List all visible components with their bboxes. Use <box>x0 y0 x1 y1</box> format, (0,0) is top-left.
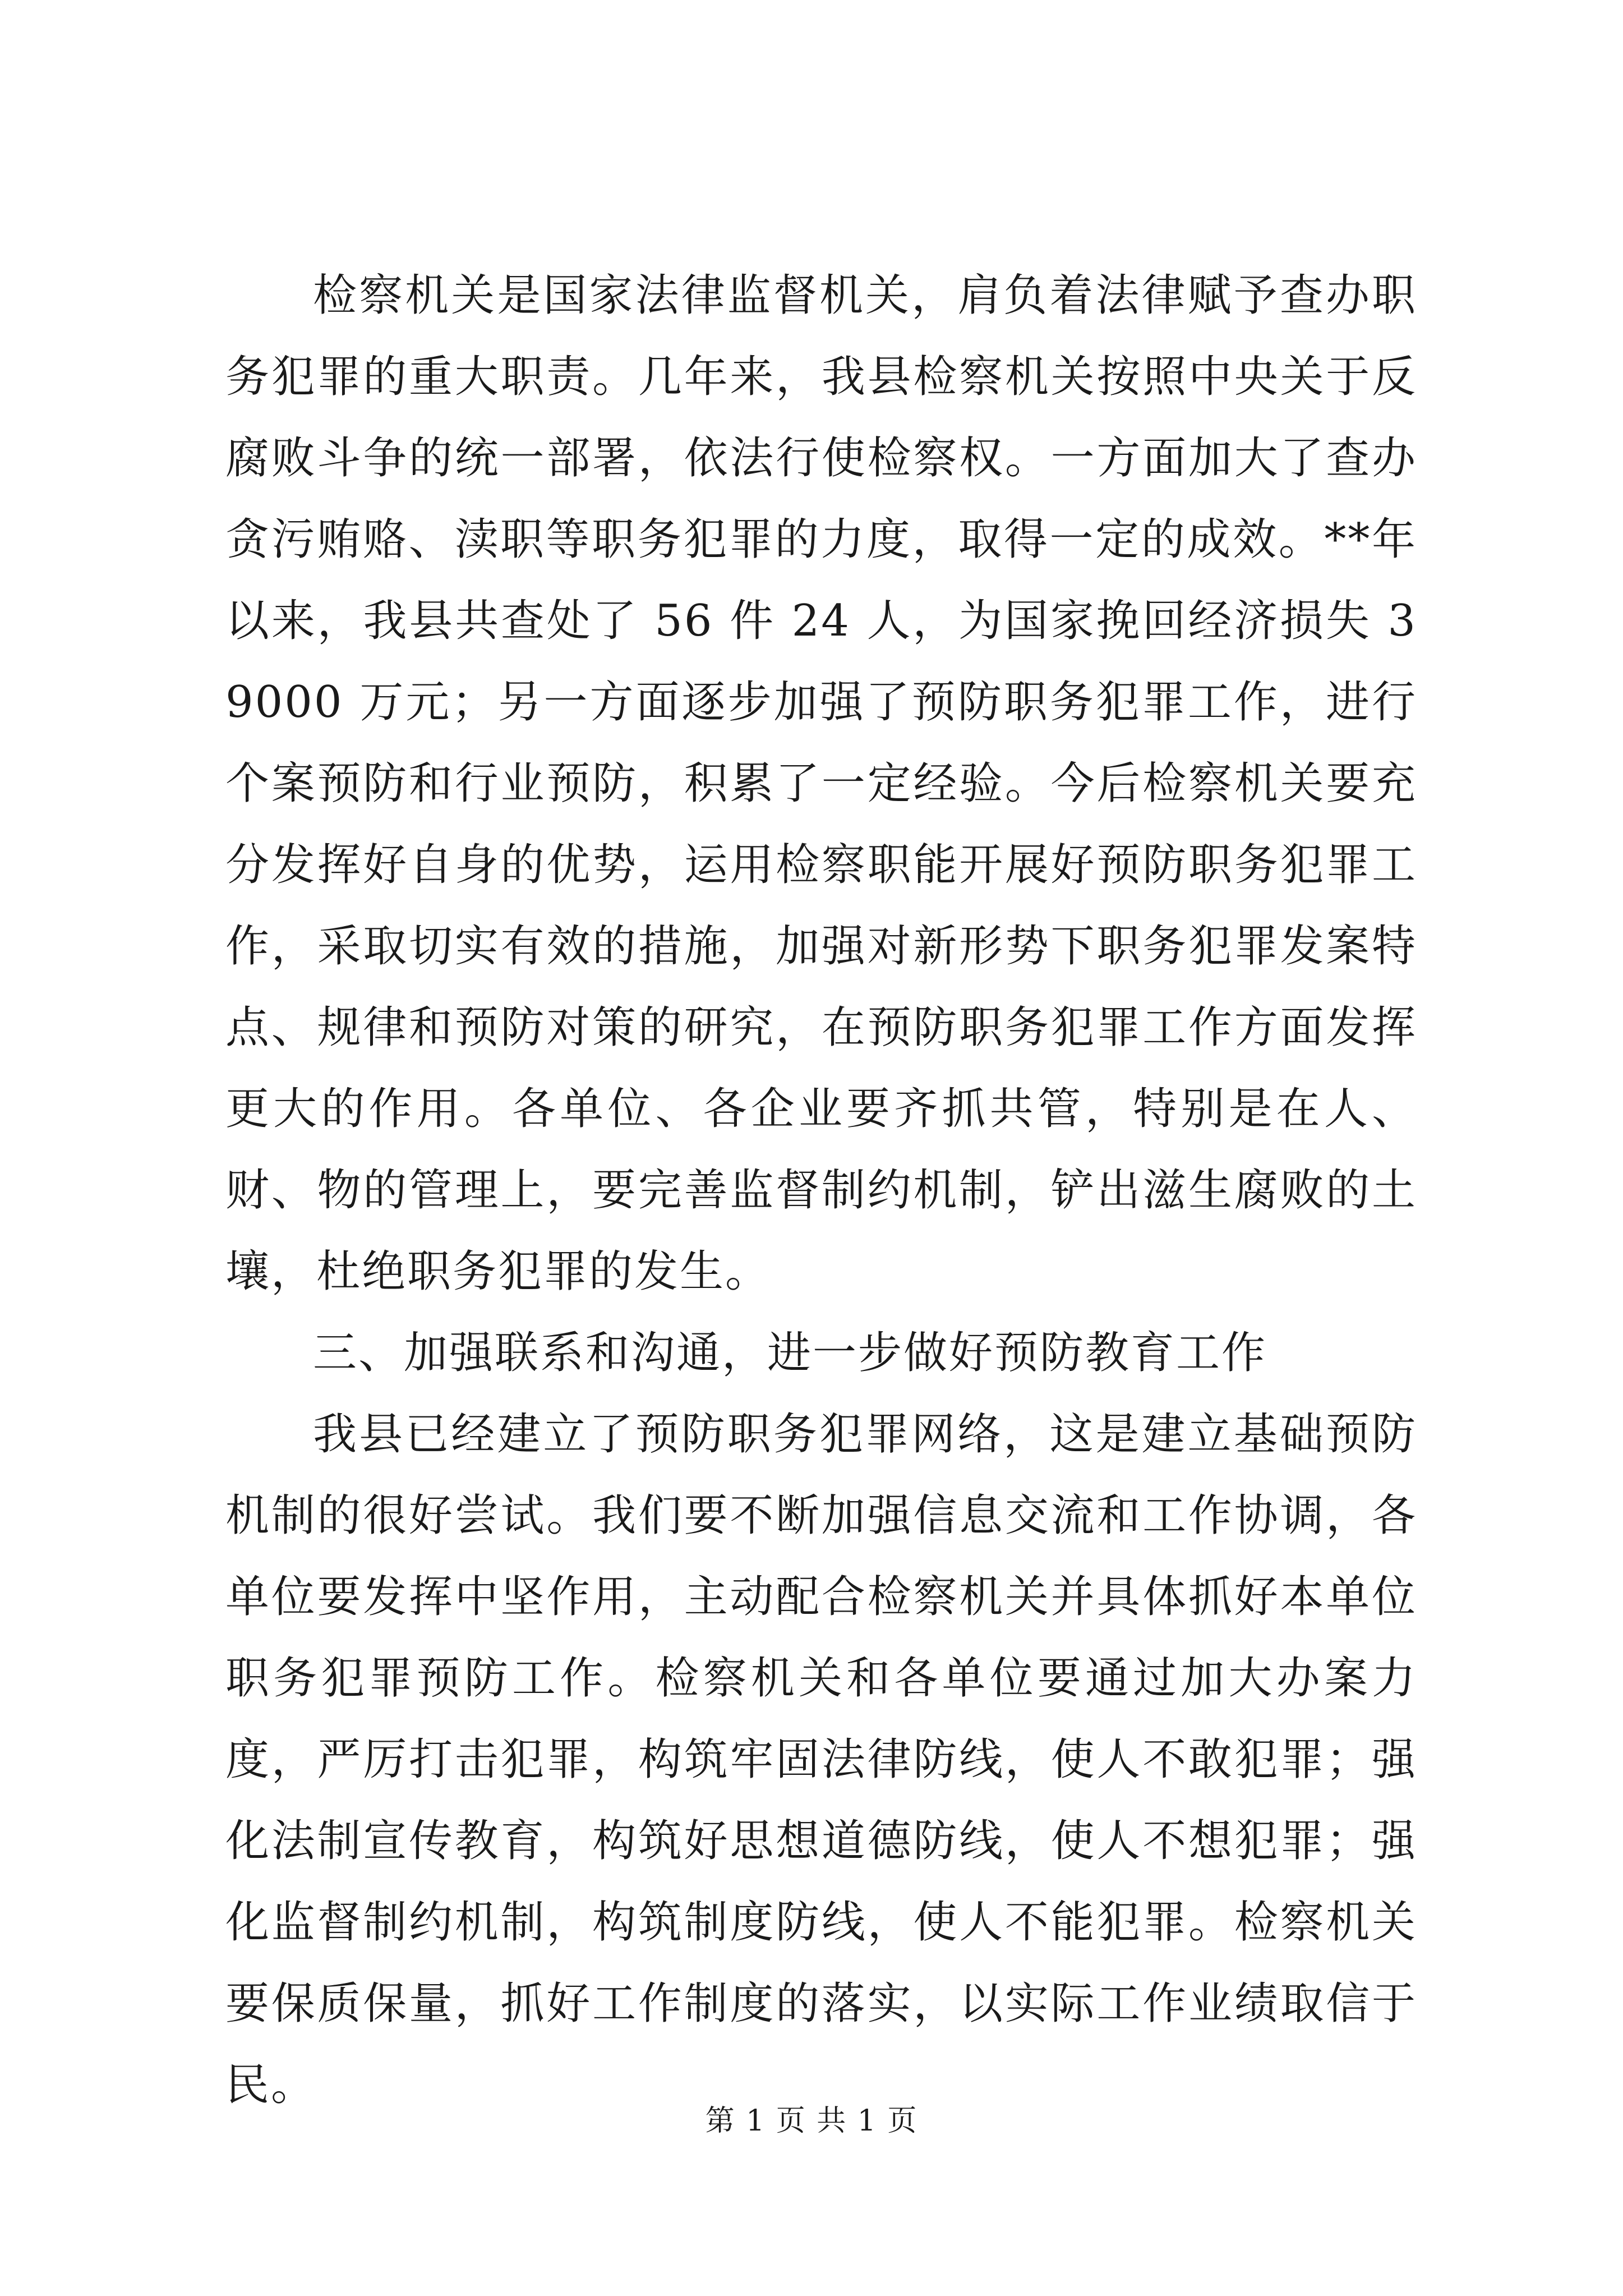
page-footer: 第 1 页 共 1 页 <box>705 2104 918 2138</box>
section-heading: 三、加强联系和沟通，进一步做好预防教育工作 <box>313 1328 1267 1378</box>
document-body <box>225 255 1417 2126</box>
paragraph-2: 我县已经建立了预防职务犯罪网络，这是建立基础预防机制的很好尝试。我们要不断加强信息交流和工作协调，各单位要发挥中坚作用，主动配合检察机关并具体抓好本单位职务犯罪预防工作。检察机关和各单位要通过加大办案力度，严厉打击犯罪，构筑牢固法律防线，使人不敢犯罪；强化法制宣传教育，构筑好思想道德防线，使人不想犯罪；强化监督制约机制，构筑制度防线，使人不能犯罪。检察机关要保质保量，抓好工作制度的落实，以实际工作业绩取信于民。 <box>225 1409 1417 2110</box>
paragraph-1: 检察机关是国家法律监督机关，肩负着法律赋予查办职务犯罪的重大职责。几年来，我县检察机关按照中央关于反腐败斗争的统一部署，依法行使检察权。一方面加大了查办贪污贿赂、渎职等职务犯罪的力度，取得一定的成效。**年以来，我县共查处了 56 件 24 人，为国家挽回经济损失 39000 万元；另一方面逐步加强了预防职务犯罪工作，进行个案预防和行业预防，积累了一定经验。今后检察机关要充分发挥好自身的优势，运用检察职能开展好预防职务犯罪工作，采取切实有效的措施，加强对新形势下职务犯罪发案特点、规律和预防对策的研究，在预防职务犯罪工作方面发挥更大的作用。各单位、各企业要齐抓共管，特别是在人、财、物的管理上，要完善监督制约机制，铲出滋生腐败的土壤，杜绝职务犯罪的发生。 <box>225 270 1417 1297</box>
